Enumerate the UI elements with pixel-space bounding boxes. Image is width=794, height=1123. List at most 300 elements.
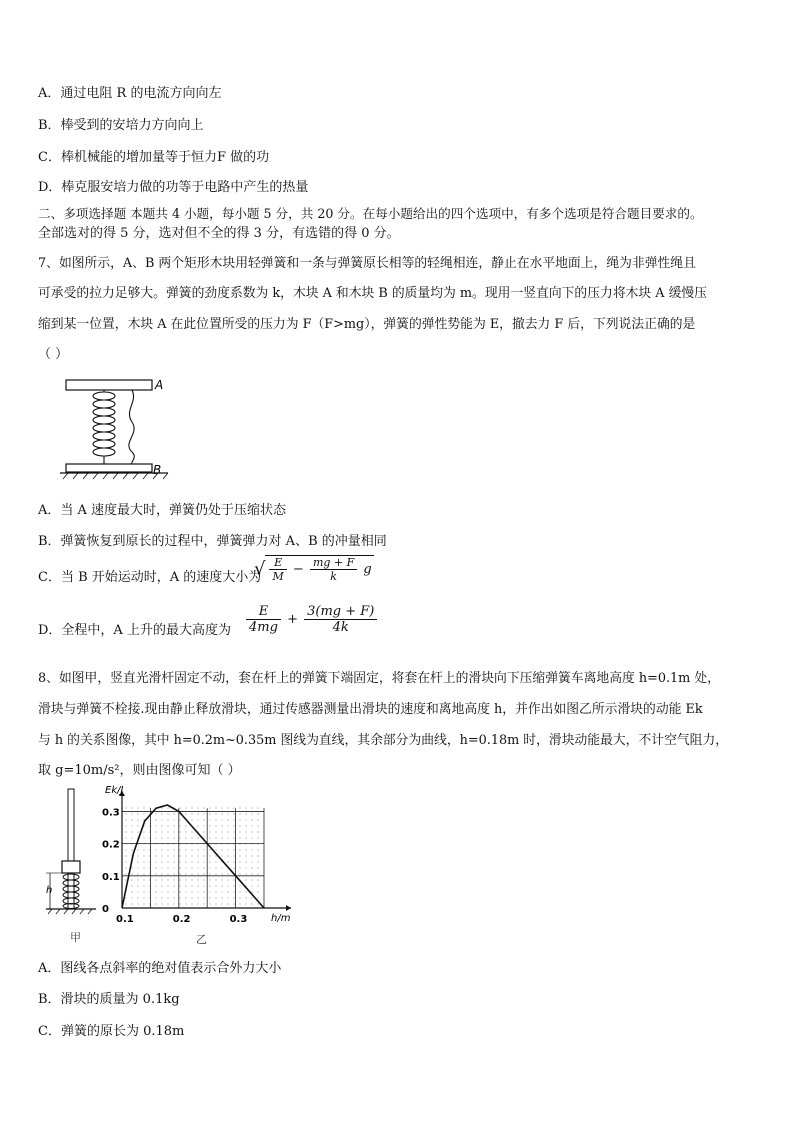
grid-dot [234, 886, 235, 887]
section-heading: 二、多项选择题 本题共 4 小题，每小题 5 分，共 20 分。在每小题给出的四个选项中，有多个选项是符合题目要求的。 [38, 206, 703, 221]
grid-dot [234, 862, 235, 863]
grid-dot [204, 904, 205, 905]
q7-option-a: A．当 A 速度最大时，弹簧仍处于压缩状态 [38, 503, 287, 518]
grid-dot [156, 880, 157, 881]
grid-dot [198, 838, 199, 839]
grid-dot [198, 820, 199, 821]
grid-dot [216, 904, 217, 905]
q8-figure-jia [40, 785, 100, 945]
grid-dot [192, 808, 193, 809]
grid-dot [258, 886, 259, 887]
grid-dot [204, 826, 205, 827]
grid-dot [198, 886, 199, 887]
grid-dot [234, 838, 235, 839]
grid-dot [258, 808, 259, 809]
grid-dot [162, 886, 163, 887]
grid-dot [180, 880, 181, 881]
grid-dot [192, 856, 193, 857]
grid-dot [198, 856, 199, 857]
grid-dot [234, 820, 235, 821]
grid-dot [228, 820, 229, 821]
grid-dot [186, 808, 187, 809]
grid-dot [162, 874, 163, 875]
grid-dot [204, 832, 205, 833]
grid-dot [126, 820, 127, 821]
grid-dot [186, 886, 187, 887]
grid-dot [210, 898, 211, 899]
grid-dot [180, 838, 181, 839]
grid-dot [210, 886, 211, 887]
grid-dot [216, 868, 217, 869]
block-b [66, 464, 152, 472]
grid-dot [126, 862, 127, 863]
grid-dot [240, 868, 241, 869]
d-frac2-den: 4k [332, 620, 349, 635]
chart-axes [119, 791, 291, 911]
section-instruction: 全部选对的得 5 分，选对但不全的得 3 分，有选错的得 0 分。 [38, 226, 400, 241]
slider-block [62, 861, 80, 873]
grid-dot [210, 874, 211, 875]
grid-dot [186, 880, 187, 881]
grid-dot [186, 838, 187, 839]
grid-dot [132, 814, 133, 815]
grid-dot [234, 868, 235, 869]
grid-dot [174, 832, 175, 833]
q8-option-c: C．弹簧的原长为 0.18m [38, 1024, 185, 1039]
grid-dot [246, 820, 247, 821]
grid-dot [144, 904, 145, 905]
grid-dot [126, 814, 127, 815]
grid-dot [180, 874, 181, 875]
grid-dot [138, 880, 139, 881]
grid-dot [210, 838, 211, 839]
q7-stem-line1: 7、如图所示，A、B 两个矩形木块用轻弹簧和一条与弹簧原长相等的轻绳相连，静止在水平地面上，绳为非弹性绳且 [38, 256, 696, 271]
x-tick-label: 0.3 [229, 914, 248, 925]
grid-dot [222, 880, 223, 881]
grid-dot [228, 856, 229, 857]
grid-dot [258, 904, 259, 905]
grid-dot [126, 856, 127, 857]
grid-dot [186, 832, 187, 833]
grid-dot [174, 856, 175, 857]
c-frac2-num: mg + F [310, 556, 357, 570]
grid-dot [132, 808, 133, 809]
grid-dot [228, 898, 229, 899]
grid-dot [168, 892, 169, 893]
label-b: B [153, 463, 162, 477]
grid-dot [228, 874, 229, 875]
grid-dot [216, 856, 217, 857]
grid-dot [216, 814, 217, 815]
grid-dot [228, 808, 229, 809]
q8-ek-chart [96, 783, 301, 948]
grid-dot [240, 814, 241, 815]
grid-dot [162, 808, 163, 809]
grid-dot [186, 814, 187, 815]
grid-dot [246, 874, 247, 875]
grid-dot [222, 892, 223, 893]
grid-dot [246, 832, 247, 833]
grid-dot [156, 904, 157, 905]
grid-dot [180, 850, 181, 851]
grid-dot [168, 808, 169, 809]
sqrt-sign: √ [254, 558, 266, 580]
grid-dot [204, 868, 205, 869]
prev-option-d: D．棒克服安培力做的功等于电路中产生的热量 [38, 180, 309, 195]
grid-dot [156, 832, 157, 833]
grid-dot [162, 820, 163, 821]
h-label: h [46, 885, 53, 896]
grid-dot [246, 868, 247, 869]
grid-dot [246, 814, 247, 815]
grid-dot [186, 826, 187, 827]
grid-dot [192, 814, 193, 815]
grid-dot [180, 826, 181, 827]
q7-option-c-formula [254, 555, 374, 583]
grid-dot [192, 904, 193, 905]
grid-dot [228, 862, 229, 863]
grid-dot [168, 874, 169, 875]
grid-dot [180, 820, 181, 821]
grid-dot [258, 832, 259, 833]
grid-dot [138, 892, 139, 893]
grid-dot [222, 838, 223, 839]
y-axis-label: Ek/J [105, 785, 124, 796]
grid-dot [126, 826, 127, 827]
grid-dot [168, 868, 169, 869]
grid-dot [174, 898, 175, 899]
grid-dot [216, 832, 217, 833]
grid-dot [252, 820, 253, 821]
grid-dot [204, 838, 205, 839]
grid-dot [210, 808, 211, 809]
c-frac2-den: k [330, 570, 337, 583]
grid-dot [216, 826, 217, 827]
grid-dot [132, 850, 133, 851]
grid-dot [186, 850, 187, 851]
grid-dot [210, 892, 211, 893]
d-plus: + [287, 612, 298, 627]
prev-option-c: C．棒机械能的增加量等于恒力F 做的功 [38, 150, 270, 165]
grid-dot [222, 850, 223, 851]
grid-dot [156, 874, 157, 875]
grid-dot [138, 826, 139, 827]
q7-stem-line3: 缩到某一位置，木块 A 在此位置所受的压力为 F（F>mg），弹簧的弹性势能为 E，撤去力 F 后，下列说法正确的是 [38, 317, 696, 332]
grid-dot [126, 874, 127, 875]
grid-dot [162, 814, 163, 815]
grid-dot [156, 856, 157, 857]
grid-dot [222, 814, 223, 815]
grid-dot [192, 886, 193, 887]
grid-dot [192, 820, 193, 821]
grid-dot [132, 886, 133, 887]
grid-dot [222, 874, 223, 875]
grid-dot [126, 808, 127, 809]
grid-dot [216, 892, 217, 893]
grid-dot [126, 904, 127, 905]
chart-tick-labels [102, 807, 247, 925]
grid-dot [162, 868, 163, 869]
grid-dot [252, 868, 253, 869]
grid-dot [180, 862, 181, 863]
grid-dot [180, 832, 181, 833]
grid-dot [240, 850, 241, 851]
prev-option-a: A．通过电阻 R 的电流方向向左 [38, 86, 222, 101]
grid-dot [162, 838, 163, 839]
q7-answer-bracket: （ ） [38, 347, 69, 362]
grid-dot [174, 862, 175, 863]
grid-dot [204, 874, 205, 875]
grid-dot [156, 838, 157, 839]
q8-stem-line1: 8、如图甲，竖直光滑杆固定不动，套在杆上的弹簧下端固定，将套在杆上的滑块向下压缩弹簧车离地高度 h=0.1m 处， [38, 671, 720, 686]
grid-dot [216, 850, 217, 851]
grid-dot [234, 850, 235, 851]
grid-dot [198, 868, 199, 869]
grid-dot [168, 904, 169, 905]
grid-dot [228, 838, 229, 839]
grid-dot [198, 826, 199, 827]
grid-dot [222, 832, 223, 833]
label-a: A [155, 378, 164, 392]
grid-dot [180, 808, 181, 809]
grid-dot [210, 820, 211, 821]
grid-dot [228, 850, 229, 851]
grid-dot [240, 820, 241, 821]
grid-dot [252, 886, 253, 887]
grid-dot [204, 820, 205, 821]
spring [93, 390, 115, 464]
grid-dot [258, 868, 259, 869]
grid-dot [174, 904, 175, 905]
grid-dot [126, 898, 127, 899]
grid-dot [144, 814, 145, 815]
grid-dot [126, 880, 127, 881]
grid-dot [210, 814, 211, 815]
grid-dot [168, 856, 169, 857]
grid-dot [162, 904, 163, 905]
grid-dot [252, 832, 253, 833]
grid-dot [174, 850, 175, 851]
grid-dot [246, 880, 247, 881]
d-frac1-den: 4mg [249, 620, 278, 635]
grid-dot [204, 898, 205, 899]
grid-dot [246, 898, 247, 899]
grid-dot [234, 832, 235, 833]
grid-dot [144, 874, 145, 875]
grid-dot [252, 814, 253, 815]
grid-dot [252, 892, 253, 893]
grid-dot [168, 862, 169, 863]
grid-dot [234, 880, 235, 881]
grid-dot [240, 898, 241, 899]
prev-option-b: B．棒受到的安培力方向向上 [38, 118, 204, 133]
grid-dot [192, 874, 193, 875]
grid-dot [198, 850, 199, 851]
x-axis-label: h/m [271, 913, 291, 924]
grid-dot [222, 820, 223, 821]
grid-dot [216, 862, 217, 863]
grid-dot [210, 904, 211, 905]
grid-dot [186, 856, 187, 857]
grid-dot [234, 808, 235, 809]
grid-dot [186, 874, 187, 875]
grid-dot [186, 892, 187, 893]
grid-dot [246, 826, 247, 827]
grid-dot [192, 898, 193, 899]
grid-dot [162, 856, 163, 857]
grid-dot [168, 826, 169, 827]
grid-dot [156, 826, 157, 827]
grid-dot [210, 868, 211, 869]
grid-dot [144, 808, 145, 809]
grid-dot [138, 814, 139, 815]
grid-dot [138, 808, 139, 809]
grid-dot [174, 820, 175, 821]
chart-grid-dots [126, 808, 259, 905]
grid-dot [132, 904, 133, 905]
grid-dot [246, 892, 247, 893]
grid-dot [138, 874, 139, 875]
grid-dot [144, 862, 145, 863]
grid-dot [198, 862, 199, 863]
grid-dot [234, 814, 235, 815]
grid-dot [186, 904, 187, 905]
grid-dot [156, 850, 157, 851]
grid-dot [240, 892, 241, 893]
grid-dot [246, 862, 247, 863]
grid-dot [132, 880, 133, 881]
grid-dot [138, 832, 139, 833]
grid-dot [198, 808, 199, 809]
grid-dot [198, 874, 199, 875]
y-tick-label: 0.1 [102, 871, 120, 883]
grid-dot [138, 886, 139, 887]
grid-dot [162, 898, 163, 899]
q8-stem-line3: 与 h 的关系图像，其中 h=0.2m~0.35m 图线为直线，其余部分为曲线，h=0.18m 时，滑块动能最大，不计空气阻力， [38, 733, 729, 748]
d-frac2-num: 3(mg + F) [304, 604, 377, 620]
grid-dot [162, 892, 163, 893]
grid-dot [198, 904, 199, 905]
grid-dot [156, 814, 157, 815]
grid-dot [168, 898, 169, 899]
grid-dot [138, 862, 139, 863]
q7-option-b: B．弹簧恢复到原长的过程中，弹簧弹力对 A、B 的冲量相同 [38, 534, 387, 549]
grid-dot [198, 880, 199, 881]
grid-dot [222, 898, 223, 899]
grid-dot [210, 826, 211, 827]
ek-series-line [122, 805, 264, 908]
grid-dot [174, 892, 175, 893]
grid-dot [210, 856, 211, 857]
grid-dot [144, 850, 145, 851]
grid-dot [174, 880, 175, 881]
grid-dot [258, 820, 259, 821]
grid-dot [252, 808, 253, 809]
q8-ground-hatch [48, 909, 92, 914]
sqrt-body [265, 555, 373, 583]
grid-dot [240, 862, 241, 863]
grid-dot [192, 838, 193, 839]
grid-dot [162, 880, 163, 881]
grid-dot [144, 892, 145, 893]
grid-dot [240, 886, 241, 887]
grid-dot [252, 880, 253, 881]
grid-dot [240, 904, 241, 905]
q7-option-d-formula [244, 604, 379, 635]
grid-dot [174, 826, 175, 827]
q7-stem-line2: 可承受的拉力足够大。弹簧的劲度系数为 k，木块 A 和木块 B 的质量均为 m。现用一竖直向下的压力将木块 A 缓慢压 [38, 286, 707, 301]
grid-dot [216, 898, 217, 899]
grid-dot [216, 838, 217, 839]
grid-dot [252, 874, 253, 875]
grid-dot [204, 892, 205, 893]
yi-label: 乙 [196, 933, 207, 946]
grid-dot [240, 838, 241, 839]
grid-dot [240, 826, 241, 827]
grid-dot [168, 886, 169, 887]
grid-dot [144, 838, 145, 839]
grid-dot [240, 856, 241, 857]
grid-dot [258, 838, 259, 839]
grid-dot [210, 850, 211, 851]
grid-dot [186, 862, 187, 863]
y-tick-label: 0 [102, 904, 109, 915]
grid-dot [228, 826, 229, 827]
q8-option-b: B．滑块的质量为 0.1kg [38, 992, 180, 1007]
grid-dot [192, 880, 193, 881]
grid-dot [168, 820, 169, 821]
grid-dot [216, 874, 217, 875]
grid-dot [240, 808, 241, 809]
grid-dot [138, 868, 139, 869]
q7-option-d: D．全程中，A 上升的最大高度为 [38, 623, 231, 638]
grid-dot [144, 868, 145, 869]
grid-dot [174, 874, 175, 875]
grid-dot [246, 904, 247, 905]
grid-dot [258, 850, 259, 851]
grid-dot [234, 898, 235, 899]
grid-dot [234, 904, 235, 905]
grid-dot [174, 868, 175, 869]
grid-dot [138, 820, 139, 821]
grid-dot [228, 886, 229, 887]
grid-dot [174, 814, 175, 815]
grid-dot [180, 868, 181, 869]
grid-dot [174, 838, 175, 839]
grid-dot [222, 868, 223, 869]
rope [129, 390, 134, 464]
grid-dot [216, 880, 217, 881]
c-minus: − [292, 562, 304, 577]
grid-dot [204, 862, 205, 863]
grid-dot [144, 898, 145, 899]
grid-dot [180, 886, 181, 887]
grid-dot [252, 898, 253, 899]
grid-dot [138, 898, 139, 899]
jia-label: 甲 [70, 931, 81, 944]
grid-dot [210, 880, 211, 881]
c-g: g [363, 562, 372, 577]
q7-option-c: C．当 B 开始运动时，A 的速度大小为 [38, 570, 262, 585]
grid-dot [186, 868, 187, 869]
block-a [66, 380, 152, 390]
q8-option-a: A．图线各点斜率的绝对值表示合外力大小 [38, 961, 282, 976]
grid-dot [246, 838, 247, 839]
grid-dot [198, 898, 199, 899]
grid-dot [204, 856, 205, 857]
grid-dot [144, 832, 145, 833]
grid-dot [168, 850, 169, 851]
